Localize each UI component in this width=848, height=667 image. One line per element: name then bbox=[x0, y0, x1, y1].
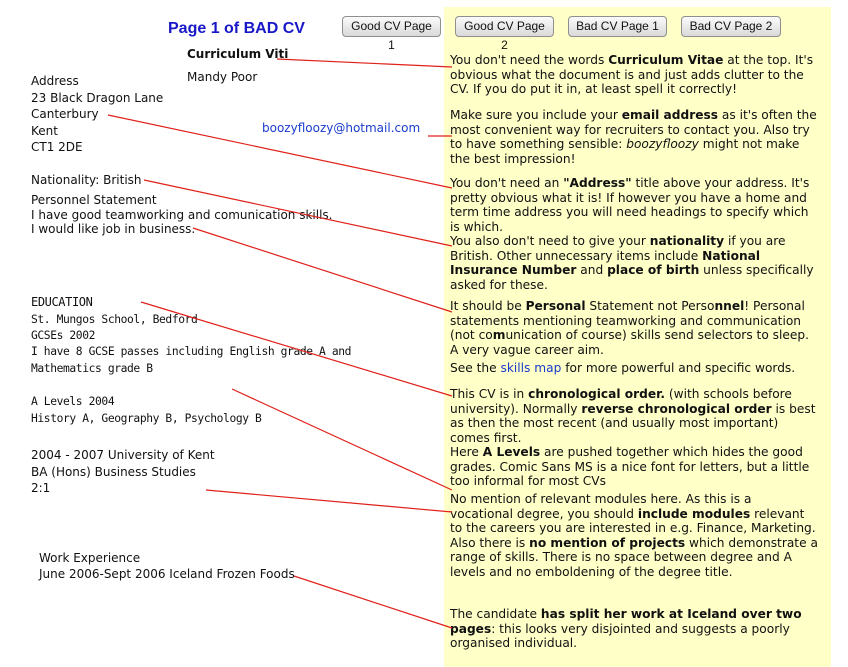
gcse-line: Mathematics grade B bbox=[31, 362, 153, 375]
note-chronological-order: This CV is in chronological order. (with schools before university). Normally reverse chronological order is best as then the most recent (and usually most important) comes first. bbox=[450, 387, 816, 445]
degree-grade: 2:1 bbox=[31, 481, 51, 495]
address-label: Address bbox=[31, 74, 79, 88]
cv-name: Mandy Poor bbox=[187, 70, 258, 84]
pointer-line bbox=[294, 576, 452, 628]
note-nationality: You also don't need to give your nationality if you are British. Other unnecessary items include National Insurance Number and place of birth unless specifically asked for these. bbox=[450, 234, 814, 292]
pointer-line bbox=[232, 389, 452, 490]
school-line: St. Mungos School, Bedford bbox=[31, 313, 198, 326]
gcse-line: I have 8 GCSE passes including English grade A and bbox=[31, 345, 352, 358]
statement-label: Personnel Statement bbox=[31, 193, 157, 207]
pointer-line bbox=[141, 302, 452, 396]
bad-cv-page-1-button[interactable]: Bad CV Page 1 bbox=[568, 16, 667, 37]
nationality-line: Nationality: British bbox=[31, 173, 142, 187]
note-curriculum-vitae: You don't need the words Curriculum Vitae at the top. It's obvious what the document is and just adds clutter to the CV. If you do put it in, at least spell it correctly! bbox=[450, 53, 814, 96]
note-a-levels: Here A Levels are pushed together which hides the good grades. Comic Sans MS is a nice font for letters, but a little too informal for most CVs bbox=[450, 445, 810, 488]
statement-line: I have good teamworking and comunication skills. bbox=[31, 208, 333, 222]
pointer-line bbox=[144, 180, 452, 246]
note-email: Make sure you include your email address as it's often the most convenient way for recruiters to contact you. Also try to have something sensible: boozyfloozy might not make the best impression! bbox=[450, 108, 817, 166]
skills-map-link[interactable]: skills map bbox=[500, 361, 562, 375]
degree-title: BA (Hons) Business Studies bbox=[31, 465, 196, 479]
education-label: EDUCATION bbox=[31, 295, 93, 309]
good-cv-page-1-button[interactable]: Good CV Page 1 bbox=[342, 16, 441, 37]
work-entry: June 2006-Sept 2006 Iceland Frozen Foods bbox=[39, 567, 295, 581]
address-line: 23 Black Dragon Lane bbox=[31, 91, 164, 105]
gcse-year: GCSEs 2002 bbox=[31, 329, 96, 342]
note-skills-map: See the skills map for more powerful and specific words. bbox=[450, 361, 796, 375]
note-personal-statement: It should be Personal Statement not Personnel! Personal statements mentioning teamworking and communication (not comunication of course) skills send selectors to sleep. A very vague career aim. bbox=[450, 299, 809, 357]
pointer-line bbox=[108, 115, 452, 188]
alevel-year: A Levels 2004 bbox=[31, 395, 115, 408]
pointer-line bbox=[193, 228, 452, 312]
alevel-subjects: History A, Geography B, Psychology B bbox=[31, 412, 262, 425]
good-cv-page-2-button[interactable]: Good CV Page 2 bbox=[455, 16, 554, 37]
work-label: Work Experience bbox=[39, 551, 141, 565]
address-line: Canterbury bbox=[31, 107, 99, 121]
address-line: Kent bbox=[31, 124, 58, 138]
statement-line: I would like job in business. bbox=[31, 222, 196, 236]
email-address: boozyfloozy@hotmail.com bbox=[262, 121, 421, 135]
note-work-split: The candidate has split her work at Iceland over two pages: this looks very disjointed and suggests a poorly organised individual. bbox=[450, 607, 802, 650]
cv-heading: Curriculum Viti bbox=[187, 47, 289, 61]
pointer-line bbox=[206, 490, 452, 512]
university-dates: 2004 - 2007 University of Kent bbox=[31, 448, 215, 462]
page-title: Page 1 of BAD CV bbox=[168, 20, 305, 37]
note-modules: No mention of relevant modules here. As this is a vocational degree, you should include modules relevant to the careers you are interested in e.g. Finance, Marketing. Also there is no mention of projects which demonstrate a range of skills. There is no space between degree and A levels and no emboldening of the degree title. bbox=[450, 492, 818, 579]
note-address: You don't need an "Address" title above your address. It's pretty obvious what it is! If however you have a home and term time address you will need headings to specify which is which. bbox=[450, 176, 810, 234]
pointer-line bbox=[277, 59, 452, 67]
address-line: CT1 2DE bbox=[31, 140, 83, 154]
bad-cv-page-2-button[interactable]: Bad CV Page 2 bbox=[681, 16, 781, 37]
